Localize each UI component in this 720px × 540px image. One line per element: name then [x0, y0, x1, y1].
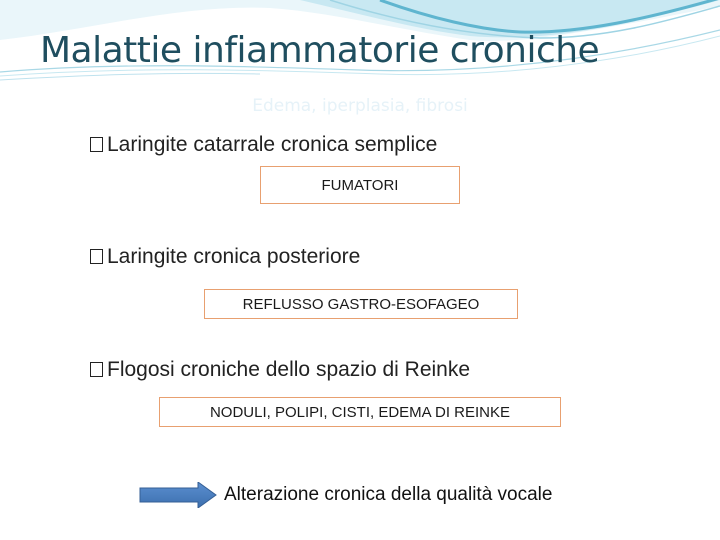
bullet-box-icon — [90, 362, 103, 377]
tag-box-2 — [204, 289, 518, 319]
conclusion-text: Alterazione cronica della qualità vocale — [224, 484, 553, 505]
slide-subtitle: Edema, iperplasia, fibrosi — [252, 96, 468, 116]
tag-label: REFLUSSO GASTRO-ESOFAGEO — [242, 295, 480, 313]
bullet-label: Laringite catarrale cronica semplice — [107, 133, 438, 156]
bullet-label: Laringite cronica posteriore — [107, 245, 361, 268]
bullet-label: Flogosi croniche dello spazio di Reinke — [107, 358, 471, 381]
tag-box-3 — [159, 397, 561, 427]
tag-box-1 — [260, 166, 460, 204]
bullet-box-icon — [90, 137, 103, 152]
bullet-item-3 — [90, 358, 470, 382]
bullet-box-icon — [90, 249, 103, 264]
right-arrow-icon — [138, 482, 218, 508]
slide-title: Malattie infiammatorie croniche — [40, 30, 600, 71]
bullet-item-1 — [90, 133, 437, 157]
bullet-item-2 — [90, 245, 360, 269]
tag-label: NODULI, POLIPI, CISTI, EDEMA DI REINKE — [209, 403, 511, 421]
tag-label: FUMATORI — [321, 176, 399, 194]
